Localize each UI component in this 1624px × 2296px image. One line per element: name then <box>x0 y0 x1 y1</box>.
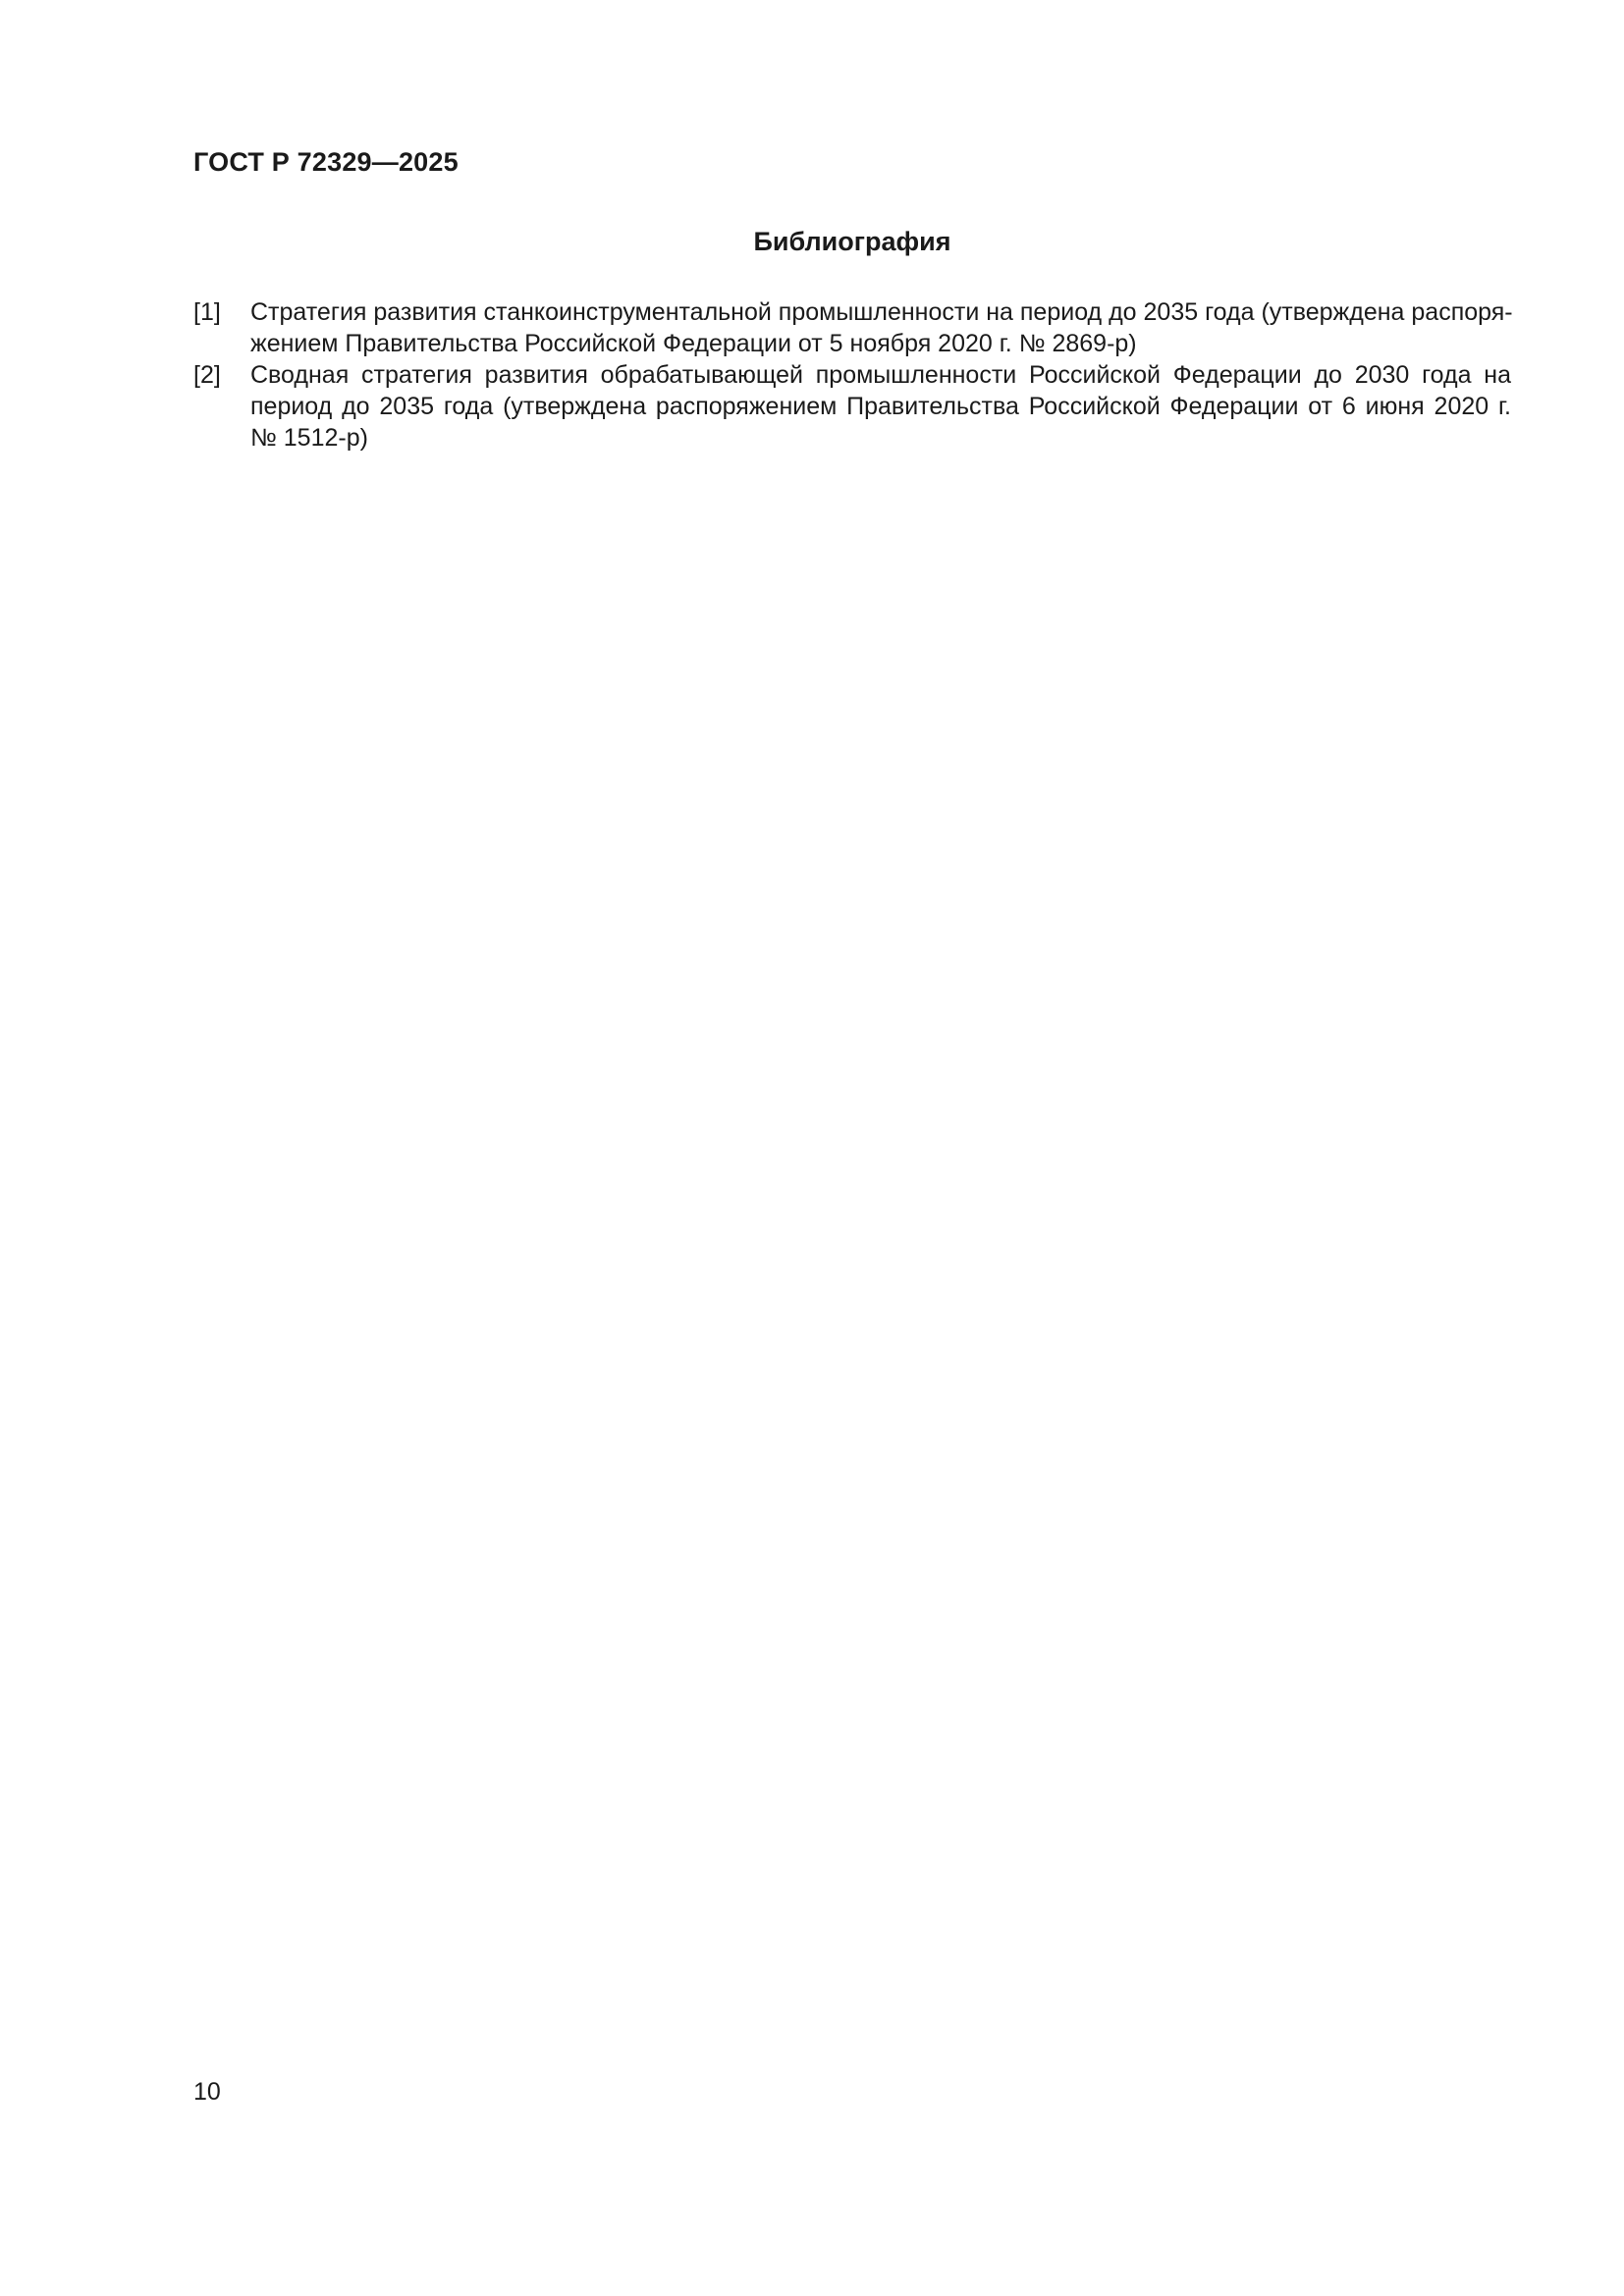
bibliography-entry-text <box>250 359 1511 454</box>
page-number: 10 <box>193 2078 221 2106</box>
document-code: ГОСТ Р 72329—2025 <box>193 147 459 177</box>
bibliography-entry-line: жением Правительства Российской Федерации от 5 ноября 2020 г. № 2869-р) <box>250 330 1137 357</box>
bibliography-entry-line: период до 2035 года (утверждена распоряжением Правительства Российской Федерации от 6 июня 2020 г. <box>250 393 1511 420</box>
bibliography-entry-line: № 1512-р) <box>250 424 368 452</box>
section-title: Библиография <box>753 227 951 256</box>
bibliography-entry-text <box>250 296 1513 359</box>
bibliography-entry-line: Стратегия развития станкоинструментальной промышленности на период до 2035 года (утверждена распоря- <box>250 298 1513 326</box>
bibliography-entry-number: [1] <box>193 298 221 326</box>
bibliography-entry-line: Сводная стратегия развития обрабатывающей промышленности Российской Федерации до 2030 года на <box>250 361 1511 389</box>
bibliography-entry <box>193 359 1511 454</box>
bibliography-entry-number: [2] <box>193 361 221 389</box>
bibliography-list <box>193 296 1511 454</box>
bibliography-entry <box>193 296 1511 359</box>
